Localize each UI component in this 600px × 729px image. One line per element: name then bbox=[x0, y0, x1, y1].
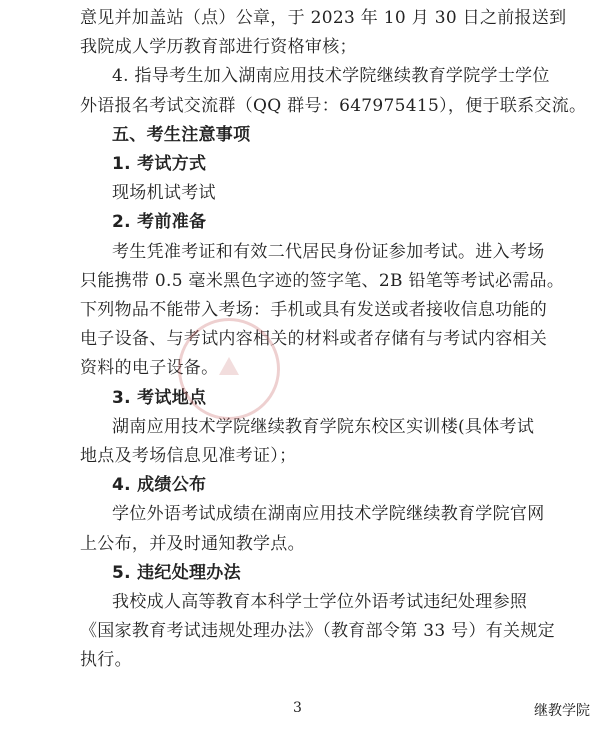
body-line: 现场机试考试 bbox=[112, 183, 216, 204]
body-line: 下列物品不能带入考场：手机或具有发送或者接收信息功能的 bbox=[80, 300, 548, 320]
body-line: 我校成人高等教育本科学士学位外语考试违纪处理参照 bbox=[112, 592, 528, 612]
page-number: 3 bbox=[293, 700, 302, 716]
subheading-preparation: 2. 考前准备 bbox=[112, 212, 207, 233]
body-line: 地点及考场信息见准考证）； bbox=[80, 446, 297, 466]
subheading-exam-method: 1. 考试方式 bbox=[112, 154, 207, 174]
body-line: 意见并加盖站（点）公章，于 2023 年 10 月 30 日之前报送到 bbox=[80, 8, 567, 28]
body-line: 上公布，并及时通知教学点。 bbox=[80, 533, 305, 554]
subheading-results: 4. 成绩公布 bbox=[112, 475, 207, 496]
body-line: 学位外语考试成绩在湖南应用技术学院继续教育学院官网 bbox=[112, 504, 545, 525]
body-line: 执行。 bbox=[80, 650, 132, 671]
body-line: 只能携带 0.5 毫米黑色字迹的签字笔、2B 铅笔等考试必需品。 bbox=[80, 270, 565, 291]
list-item-4: 4. 指导考生加入湖南应用技术学院继续教育学院学士学位 bbox=[112, 66, 550, 87]
body-line: 考生凭准考证和有效二代居民身份证参加考试。进入考场 bbox=[112, 241, 545, 262]
official-stamp bbox=[178, 318, 280, 420]
body-line: 我院成人学历教育部进行资格审核； bbox=[80, 37, 357, 58]
subheading-discipline: 5. 违纪处理办法 bbox=[112, 562, 241, 583]
subheading-location: 3. 考试地点 bbox=[112, 387, 207, 408]
body-line: 资料的电子设备。 bbox=[80, 358, 219, 379]
section-heading: 五、考生注意事项 bbox=[112, 124, 251, 145]
body-line: 外语报名考试交流群（QQ 群号：647975415），便于联系交流。 bbox=[80, 95, 587, 116]
body-line: 湖南应用技术学院继续教育学院东校区实训楼(具体考试 bbox=[112, 416, 535, 437]
watermark-label: 继教学院 bbox=[534, 703, 590, 719]
body-line: 电子设备、与考试内容相关的材料或者存储有与考试内容相关 bbox=[80, 329, 548, 350]
body-line: 《国家教育考试违规处理办法》（教育部令第 33 号）有关规定 bbox=[80, 621, 555, 642]
